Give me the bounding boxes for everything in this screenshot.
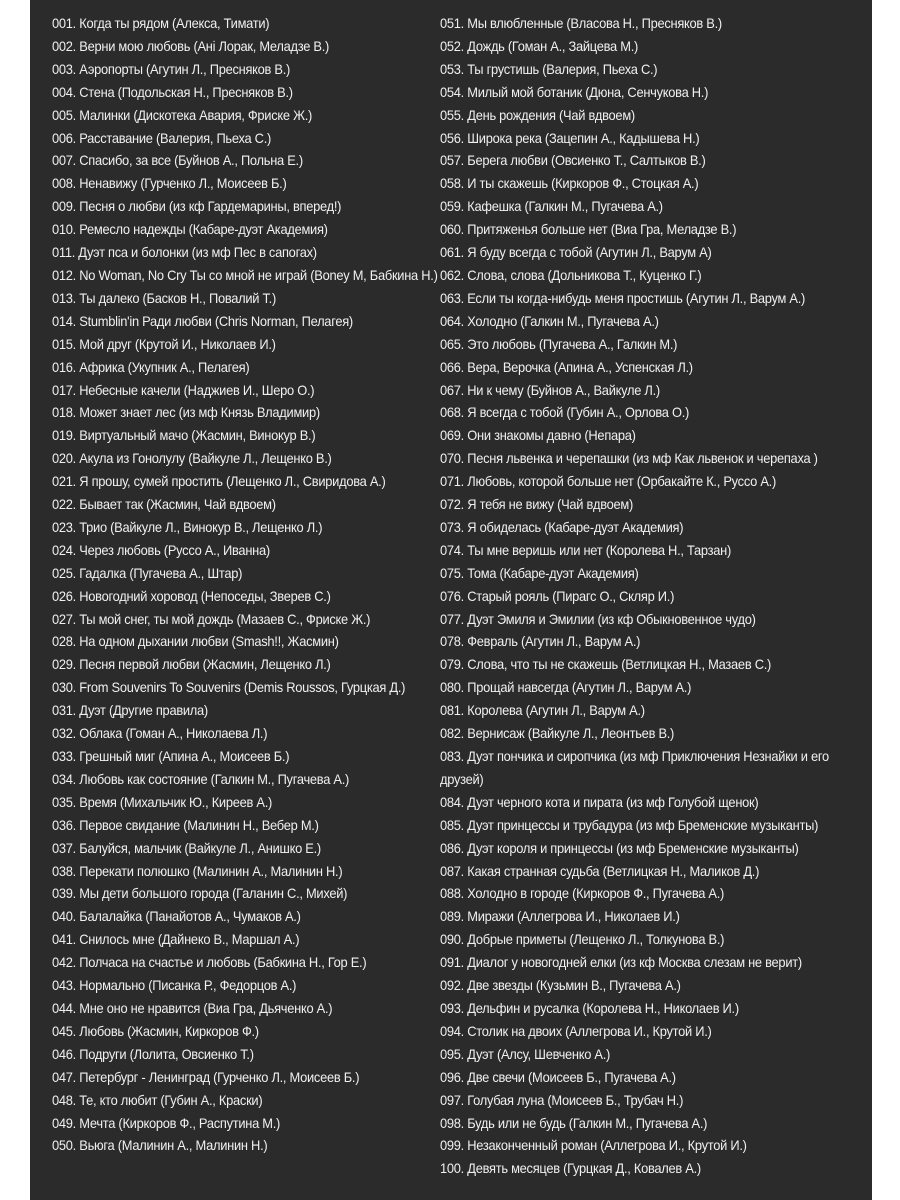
track-item: 059. Кафешка (Галкин М., Пугачева А.)	[440, 198, 663, 215]
track-item: 069. Они знакомы давно (Непара)	[440, 427, 636, 444]
track-item: 089. Миражи (Аллегрова И., Николаев И.)	[440, 908, 680, 925]
track-item: 055. День рождения (Чай вдвоем)	[440, 106, 635, 123]
track-item: 038. Перекати полюшко (Малинин А., Малинин Н.)	[52, 862, 343, 879]
track-item: 079. Слова, что ты не скажешь (Ветлицкая Н., Мазаев С.)	[440, 656, 772, 673]
track-item: 015. Мой друг (Крутой И., Николаев И.)	[52, 335, 276, 352]
track-item: 042. Полчаса на счастье и любовь (Бабкина Н., Гор Е.)	[52, 954, 367, 971]
track-list-left-column	[52, 12, 448, 1157]
track-item: 068. Я всегда с тобой (Губин А., Орлова О.)	[440, 404, 690, 421]
track-item: 001. Когда ты рядом (Алекса, Тимати)	[52, 15, 270, 31]
track-item: 023. Трио (Вайкуле Л., Винокур В., Лещенко Л.)	[52, 518, 323, 535]
track-item: 046. Подруги (Лолита, Овсиенко Т.)	[52, 1045, 254, 1062]
track-item: 077. Дуэт Эмиля и Эмилии (из кф Обыкновенное чудо)	[440, 610, 756, 627]
track-item: 037. Балуйся, мальчик (Вайкуле Л., Анишко Е.)	[52, 839, 321, 856]
track-item: 027. Ты мой снег, ты мой дождь (Мазаев С., Фриске Ж.)	[52, 610, 371, 627]
track-item: 061. Я буду всегда с тобой (Агутин Л., Варум А)	[440, 244, 712, 261]
track-item: 010. Ремесло надежды (Кабаре-дуэт Академия)	[52, 221, 328, 238]
track-item: 021. Я прошу, сумей простить (Лещенко Л., Свиридова А.)	[52, 473, 386, 490]
track-item: 067. Ни к чему (Буйнов А., Вайкуле Л.)	[440, 381, 660, 398]
track-item: 020. Акула из Гонолулу (Вайкуле Л., Лещенко В.)	[52, 450, 332, 467]
track-item: 019. Виртуальный мачо (Жасмин, Винокур В.)	[52, 427, 316, 444]
track-item: 030. From Souvenirs To Souvenirs (Demis Roussos, Гурцкая Д.)	[52, 679, 406, 696]
track-item: 086. Дуэт короля и принцессы (из мф Бременские музыканты)	[440, 839, 799, 856]
track-item: 071. Любовь, которой больше нет (Орбакайте К., Руссо А.)	[440, 473, 776, 490]
track-item: 056. Широка река (Зацепин А., Кадышева Н.)	[440, 129, 700, 146]
track-item: 017. Небесные качели (Наджиев И., Шеро О.)	[52, 381, 315, 398]
track-item: 018. Может знает лес (из мф Князь Владимир)	[52, 404, 320, 421]
track-item: 062. Слова, слова (Дольникова Т., Куценко Г.)	[440, 266, 702, 283]
track-item: 063. Если ты когда-нибудь меня простишь (Агутин Л., Варум А.)	[440, 289, 806, 306]
track-item: 002. Верни мою любовь (Ані Лорак, Меладзе В.)	[52, 37, 330, 54]
track-item: 072. Я тебя не вижу (Чай вдвоем)	[440, 496, 633, 513]
track-item: 028. На одном дыхании любви (Smash!!, Жасмин)	[52, 633, 339, 650]
track-list-sheet	[30, 0, 872, 1200]
track-item: 081. Королева (Агутин Л., Варум А.)	[440, 702, 645, 719]
track-item: 034. Любовь как состояние (Галкин М., Пугачева А.)	[52, 770, 350, 787]
track-item: 041. Снилось мне (Дайнеко В., Маршал А.)	[52, 931, 300, 948]
track-item: 004. Стена (Подольская Н., Пресняков В.)	[52, 83, 293, 100]
track-item: 007. Спасибо, за все (Буйнов А., Польна Е.)	[52, 152, 303, 169]
track-item: 094. Столик на двоих (Аллегрова И., Крутой И.)	[440, 1022, 712, 1039]
track-item: 087. Какая странная судьба (Ветлицкая Н., Маликов Д.)	[440, 862, 760, 879]
track-item: 029. Песня первой любви (Жасмин, Лещенко Л.)	[52, 656, 331, 673]
track-item: 022. Бывает так (Жасмин, Чай вдвоем)	[52, 496, 276, 513]
track-item: 088. Холодно в городе (Киркоров Ф., Пугачева А.)	[440, 885, 725, 902]
track-item: 078. Февраль (Агутин Л., Варум А.)	[440, 633, 641, 650]
track-item: 047. Петербург - Ленинград (Гурченко Л., Моисеев Б.)	[52, 1068, 360, 1085]
track-item: 054. Милый мой ботаник (Дюна, Сенчукова Н.)	[440, 83, 709, 100]
track-item: 040. Балалайка (Панайотов А., Чумаков А.)	[52, 908, 301, 925]
track-item: 096. Две свечи (Моисеев Б., Пугачева А.)	[440, 1068, 676, 1085]
track-item: 048. Те, кто любит (Губин А., Краски)	[52, 1091, 263, 1108]
track-item: 005. Малинки (Дискотека Авария, Фриске Ж.)	[52, 106, 313, 123]
track-item: 011. Дуэт пса и болонки (из мф Пес в сапогах)	[52, 244, 317, 261]
track-item: 045. Любовь (Жасмин, Киркоров Ф.)	[52, 1022, 259, 1039]
track-item: 052. Дождь (Гоман А., Зайцева М.)	[440, 37, 639, 54]
track-item: 064. Холодно (Галкин М., Пугачева А.)	[440, 312, 659, 329]
track-item: 085. Дуэт принцессы и трубадура (из мф Бременские музыканты)	[440, 816, 819, 833]
track-item: 014. Stumblin'in Ради любви (Chris Norman, Пелагея)	[52, 312, 353, 329]
track-item: 060. Притяженья больше нет (Виа Гра, Меладзе В.)	[440, 221, 737, 238]
track-list-right-column	[440, 12, 868, 1180]
track-item: 098. Будь или не будь (Галкин М., Пугачева А.)	[440, 1114, 708, 1131]
track-item: 076. Старый рояль (Пирагс О., Скляр И.)	[440, 587, 675, 604]
track-item: 066. Вера, Верочка (Апина А., Успенская Л.)	[440, 358, 693, 375]
track-item: 039. Мы дети большого города (Галанин С., Михей)	[52, 885, 348, 902]
track-item: 100. Девять месяцев (Гурцкая Д., Ковалев А.)	[440, 1160, 701, 1177]
track-item: 003. Аэропорты (Агутин Л., Пресняков В.)	[52, 60, 291, 77]
track-item: 032. Облака (Гоман А., Николаева Л.)	[52, 725, 268, 742]
track-item: 035. Время (Михальчик Ю., Киреев А.)	[52, 793, 273, 810]
track-item: 075. Тома (Кабаре-дуэт Академия)	[440, 564, 639, 581]
track-item: 053. Ты грустишь (Валерия, Пьеха С.)	[440, 60, 658, 77]
track-item: 043. Нормально (Писанка Р., Федорцов А.)	[52, 977, 297, 994]
track-item: 008. Ненавижу (Гурченко Л., Моисеев Б.)	[52, 175, 287, 192]
track-item: 073. Я обиделась (Кабаре-дуэт Академия)	[440, 518, 684, 535]
track-item: 033. Грешный миг (Апина А., Моисеев Б.)	[52, 748, 290, 764]
track-item: 051. Мы влюбленные (Власова Н., Пресняков В.)	[440, 15, 722, 31]
track-item: 097. Голубая луна (Моисеев Б., Трубач Н.)	[440, 1091, 684, 1108]
track-item: 009. Песня о любви (из кф Гардемарины, вперед!)	[52, 198, 342, 215]
track-item: 057. Берега любви (Овсиенко Т., Салтыков В.)	[440, 152, 706, 169]
track-item: 065. Это любовь (Пугачева А., Галкин М.)	[440, 335, 678, 352]
track-item: 044. Мне оно не нравится (Виа Гра, Дьяченко А.)	[52, 999, 333, 1016]
track-item: 095. Дуэт (Алсу, Шевченко А.)	[440, 1045, 611, 1062]
track-item: 013. Ты далеко (Басков Н., Повалий Т.)	[52, 289, 277, 306]
track-item: 083. Дуэт пончика и сиропчика (из мф Приключения Незнайки и его друзей)	[440, 748, 829, 787]
track-item: 050. Вьюга (Малинин А., Малинин Н.)	[52, 1137, 268, 1154]
track-item: 084. Дуэт черного кота и пирата (из мф Голубой щенок)	[440, 793, 759, 810]
track-item: 036. Первое свидание (Малинин Н., Вебер М.)	[52, 816, 319, 833]
track-item: 024. Через любовь (Руссо А., Иванна)	[52, 541, 270, 558]
track-item: 025. Гадалка (Пугачева А., Штар)	[52, 564, 243, 581]
track-item: 026. Новогодний хоровод (Непоседы, Зверев С.)	[52, 587, 331, 604]
track-item: 016. Африка (Укупник А., Пелагея)	[52, 358, 250, 375]
track-item: 070. Песня львенка и черепашки (из мф Как львенок и черепаха )	[440, 450, 818, 467]
track-item: 082. Вернисаж (Вайкуле Л., Леонтьев В.)	[440, 725, 675, 742]
track-item: 092. Две звезды (Кузьмин В., Пугачева А.)	[440, 977, 681, 994]
track-item: 093. Дельфин и русалка (Королева Н., Николаев И.)	[440, 999, 739, 1016]
track-item: 058. И ты скажешь (Киркоров Ф., Стоцкая А.)	[440, 175, 699, 192]
track-item: 006. Расставание (Валерия, Пьеха С.)	[52, 129, 272, 146]
track-item: 099. Незаконченный роман (Аллегрова И., Крутой И.)	[440, 1137, 747, 1154]
track-item: 080. Прощай навсегда (Агутин Л., Варум А.)	[440, 679, 692, 696]
track-item: 074. Ты мне веришь или нет (Королева Н., Тарзан)	[440, 541, 731, 558]
track-item: 091. Диалог у новогодней елки (из кф Москва слезам не верит)	[440, 954, 802, 971]
track-item: 049. Мечта (Киркоров Ф., Распутина М.)	[52, 1114, 281, 1131]
track-item: 090. Добрые приметы (Лещенко Л., Толкунова В.)	[440, 931, 725, 948]
track-item: 012. No Woman, No Cry Ты со мной не играй (Boney M, Бабкина Н.)	[52, 266, 438, 283]
track-item: 031. Дуэт (Другие правила)	[52, 702, 208, 719]
